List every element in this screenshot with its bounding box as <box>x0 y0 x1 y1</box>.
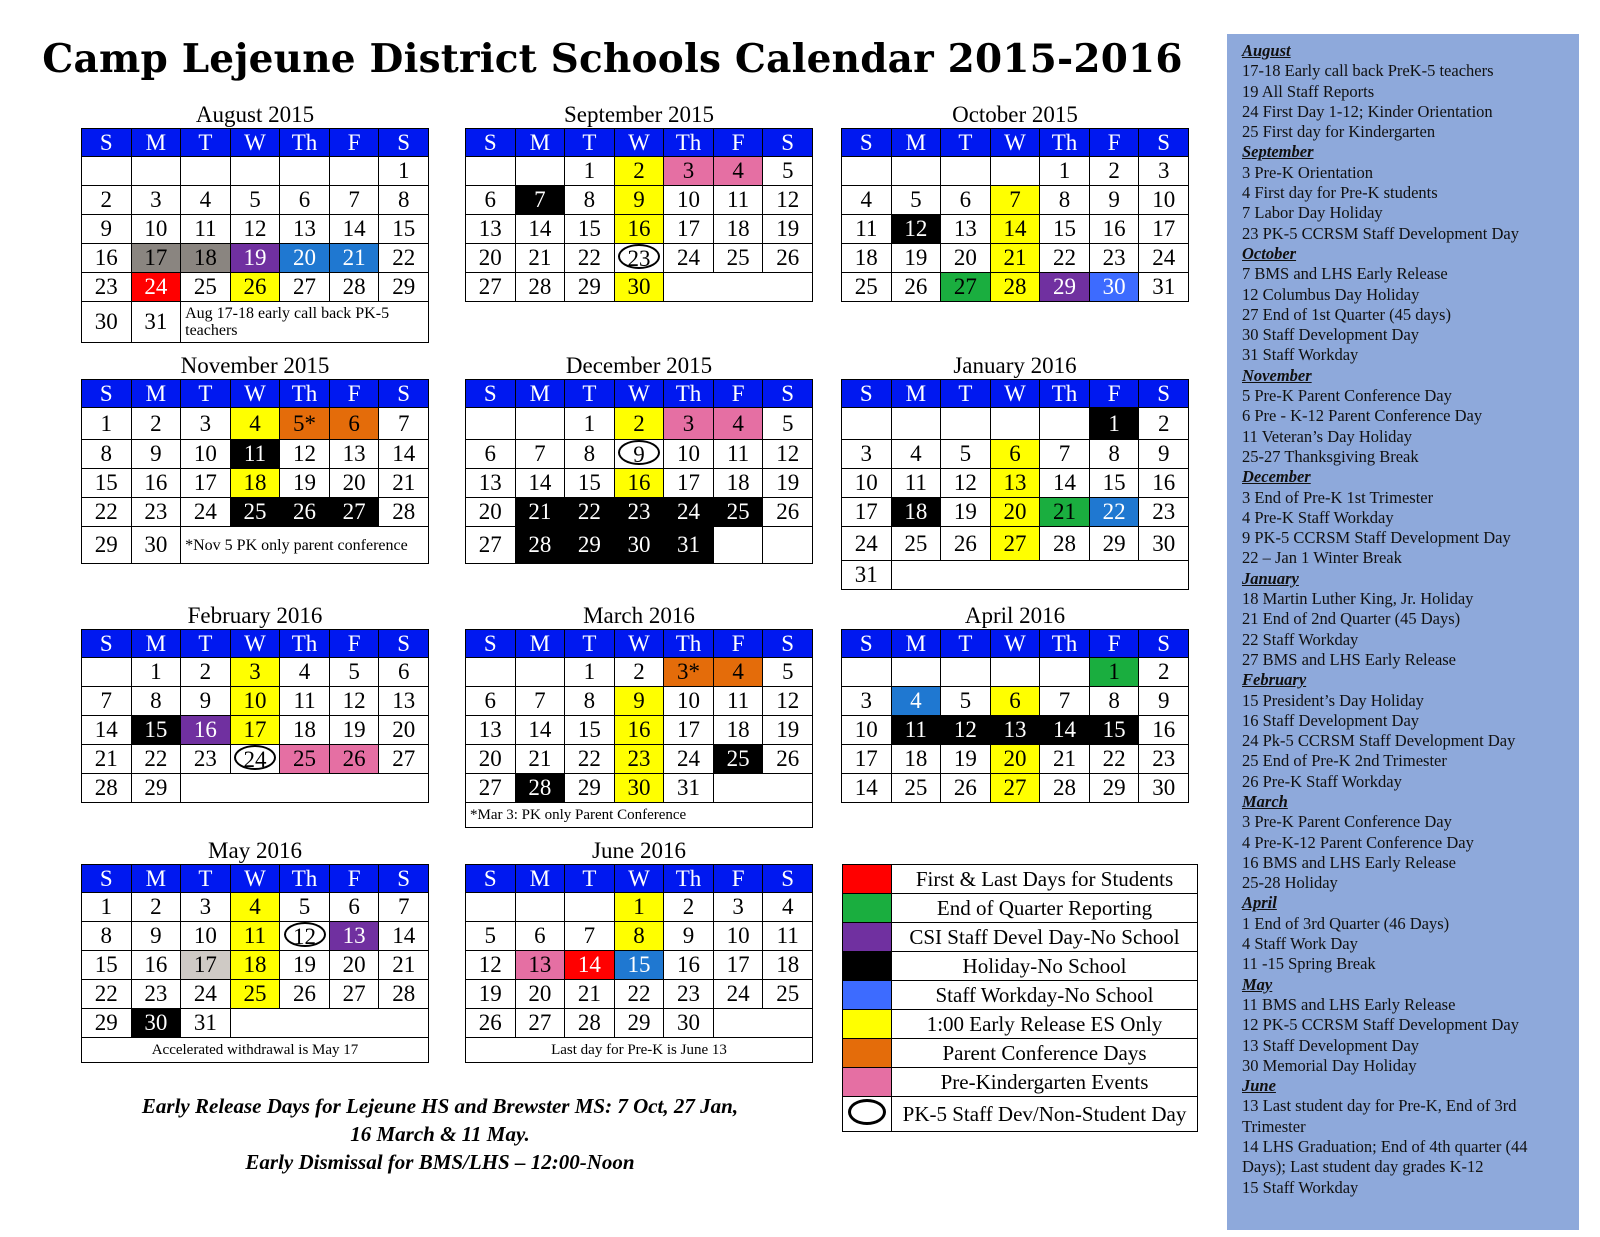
day-cell-first-day: 24 <box>131 273 181 302</box>
month-title: January 2016 <box>953 353 1077 378</box>
legend-row: End of Quarter Reporting <box>843 894 1198 923</box>
calendar-grid: S M T W Th F S 1 2 3 4 5 6 7 8 9 10 11 12 13 14 15 16 17 18 19 20 21 22 23 24 25 26 27 28 29 30 31 <box>841 379 1189 590</box>
swatch-black <box>843 952 892 981</box>
day-cell: 1 <box>379 157 429 186</box>
day-header-row: S M T W Th F S <box>466 630 813 658</box>
legend-row: Holiday-No School <box>843 952 1198 981</box>
sidebar-event: 11 BMS and LHS Early Release <box>1242 994 1456 1014</box>
day-cell-early-callback: 17 <box>131 244 181 273</box>
month-note: Aug 17-18 early call back PK-5 teachers <box>181 302 429 343</box>
day-header-row: S M T W Th F S <box>82 129 429 157</box>
legend-row: Parent Conference Days <box>843 1039 1198 1068</box>
sidebar-event: 21 End of 2nd Quarter (45 Days) <box>1242 609 1461 629</box>
sidebar-event: 25-27 Thanksgiving Break <box>1242 446 1419 466</box>
month-title: May 2016 <box>208 838 302 863</box>
calendar-grid: S M T W Th F S 1 2 3 4 5 6 7 8 9 10 11 12 13 14 15 16 17 18 19 20 21 22 23 24 25 26 27 28 29 30 31 <box>465 379 813 564</box>
sidebar-event: 17-18 Early call back PreK-5 teachers <box>1242 61 1494 81</box>
month-title: March 2016 <box>583 603 695 628</box>
sidebar-event: 4 Pre-K Staff Workday <box>1242 507 1394 527</box>
page-title: Camp Lejeune District Schools Calendar 2015-2016 <box>42 36 1183 82</box>
sidebar-event: 27 End of 1st Quarter (45 days) <box>1242 304 1451 324</box>
legend-row: Pre-Kindergarten Events <box>843 1068 1198 1097</box>
sidebar-event: 5 Pre-K Parent Conference Day <box>1242 386 1452 406</box>
calendar-grid: S M T W Th F S 1 2 3* 4 5 6 7 8 9 10 11 12 13 14 15 16 17 18 19 20 21 22 23 24 25 26 27 28 29 30 31 *Mar 3: PK only Parent Conference <box>465 629 813 828</box>
sidebar-event: 15 Staff Workday <box>1242 1177 1359 1197</box>
legend-row: Staff Workday-No School <box>843 981 1198 1010</box>
sidebar-event: 3 Pre-K Parent Conference Day <box>1242 812 1452 832</box>
day-cell-early-release: 26 <box>230 273 280 302</box>
ring-icon: 9 <box>618 440 660 465</box>
sidebar-event: 31 Staff Workday <box>1242 345 1359 365</box>
sidebar-event: 14 LHS Graduation; End of 4th quarter (44 Days); Last student day grades K-12 <box>1242 1137 1528 1177</box>
sidebar-event: 30 Staff Development Day <box>1242 325 1420 345</box>
month-october-2015 <box>841 102 1189 302</box>
day-header-row: S M T W Th F S <box>466 129 813 157</box>
day-cell-pk5-staff-dev <box>614 244 664 273</box>
swatch-green <box>843 894 892 923</box>
sidebar-event: 19 All Staff Reports <box>1242 81 1375 101</box>
sidebar-event: 22 – Jan 1 Winter Break <box>1242 548 1402 568</box>
calendar-grid: S M T W Th F S 1 2 3 4 5 6 7 8 9 10 11 12 13 14 15 16 17 18 19 20 21 22 23 24 25 26 27 28 29 30 31 <box>841 128 1189 302</box>
month-title: December 2015 <box>565 353 713 378</box>
sidebar-event: 9 PK-5 CCRSM Staff Development Day <box>1242 528 1511 548</box>
month-march-2016 <box>465 603 813 828</box>
sidebar-event: 6 Pre - K-12 Parent Conference Day <box>1242 406 1483 426</box>
month-february-2016 <box>81 603 429 803</box>
ring-icon: 23 <box>618 244 660 269</box>
ring-icon: 12 <box>284 922 326 947</box>
day-cell-staff-devel: 19 <box>230 244 280 273</box>
sidebar-event: 16 Staff Development Day <box>1242 710 1420 730</box>
sidebar-event: 26 Pre-K Staff Workday <box>1242 771 1402 791</box>
month-note: *Mar 3: PK only Parent Conference <box>466 803 813 828</box>
calendar-grid: S M T W Th F S 1 2 3 4 5 6 7 8 9 10 11 12 13 14 15 16 17 18 19 20 21 22 23 24 25 26 27 28 29 30 <box>465 128 813 302</box>
sidebar-event: 7 BMS and LHS Early Release <box>1242 264 1448 284</box>
sidebar-event: 16 BMS and LHS Early Release <box>1242 852 1457 872</box>
month-title: April 2016 <box>964 603 1066 628</box>
day-header-row: S M T W Th F S <box>466 380 813 408</box>
sidebar-event: 3 End of Pre-K 1st Trimester <box>1242 487 1434 507</box>
day-header-row: S M T W Th F S <box>842 129 1189 157</box>
day-header-row: S M T W Th F S <box>842 380 1189 408</box>
sidebar-event: 4 Staff Work Day <box>1242 934 1358 954</box>
sidebar-event: 11 Veteran’s Day Holiday <box>1242 426 1413 446</box>
sidebar-event: 3 Pre-K Orientation <box>1242 162 1374 182</box>
sidebar-month-heading: October <box>1242 243 1297 263</box>
swatch-pink <box>843 1068 892 1097</box>
sidebar-month-heading: March <box>1242 791 1288 811</box>
sidebar-event: 4 First day for Pre-K students <box>1242 183 1438 203</box>
month-title: October 2015 <box>952 102 1078 127</box>
sidebar-event: 1 End of 3rd Quarter (46 Days) <box>1242 913 1450 933</box>
month-december-2015 <box>465 353 813 564</box>
sidebar-event: 24 First Day 1-12; Kinder Orientation <box>1242 101 1493 121</box>
month-note: Last day for Pre-K is June 13 <box>466 1038 813 1063</box>
sidebar-month-heading: November <box>1242 365 1312 385</box>
month-title: August 2015 <box>195 102 315 127</box>
month-may-2016 <box>81 838 429 1063</box>
month-april-2016 <box>841 603 1189 803</box>
month-june-2016 <box>465 838 813 1063</box>
month-title: September 2015 <box>563 102 715 127</box>
month-january-2016 <box>841 353 1189 590</box>
sidebar-month-heading: June <box>1242 1076 1276 1096</box>
sidebar-event: 13 Last student day for Pre-K, End of 3rd Trimester <box>1242 1096 1517 1136</box>
sidebar-event: 12 PK-5 CCRSM Staff Development Day <box>1242 1015 1519 1035</box>
sidebar-event: 13 Staff Development Day <box>1242 1035 1420 1055</box>
day-header-row: S M T W Th F S <box>82 865 429 893</box>
sidebar-month-heading: February <box>1242 670 1307 690</box>
calendar-grid: S M T W Th F S 1 2 3 4 5* 6 7 8 9 10 11 12 13 14 15 16 17 18 19 20 21 22 23 24 25 26 27 28 29 30 *Nov 5 PK only parent conference <box>81 379 429 564</box>
month-september-2015 <box>465 102 813 302</box>
sidebar-event: 25 First day for Kindergarten <box>1242 122 1436 142</box>
day-header-row: S M T W Th F S <box>466 865 813 893</box>
day-cell-staff-workday: 21 <box>329 244 379 273</box>
calendar-grid: S M T W Th F S 1 2 3 4 5 6 7 8 9 10 11 12 13 14 15 16 17 18 19 20 21 22 23 24 25 26 27 28 29 30 31 Aug 17-18 early call back PK-5 teachers <box>81 128 429 343</box>
legend-row: PK-5 Staff Dev/Non-Student Day <box>843 1097 1198 1132</box>
swatch-purple <box>843 923 892 952</box>
sidebar-event: 25 End of Pre-K 2nd Trimester <box>1242 751 1447 771</box>
swatch-blue <box>843 981 892 1010</box>
sidebar-event: 15 President’s Day Holiday <box>1242 690 1424 710</box>
day-header-row: S M T W Th F S <box>842 630 1189 658</box>
swatch-yellow <box>843 1010 892 1039</box>
early-release-note: Early Release Days for Lejeune HS and Brewster MS: 7 Oct, 27 Jan, 16 March & 11 May. Early Dismissal for BMS/LHS – 12:00-Noon <box>141 1094 739 1174</box>
sidebar-event: 23 PK-5 CCRSM Staff Development Day <box>1242 223 1519 243</box>
month-title: November 2015 <box>180 353 330 378</box>
sidebar-event: 24 Pk-5 CCRSM Staff Development Day <box>1242 731 1516 751</box>
month-title: June 2016 <box>592 838 686 863</box>
sidebar-event: 30 Memorial Day Holiday <box>1242 1055 1417 1075</box>
swatch-orange <box>843 1039 892 1068</box>
calendar-grid: S M T W Th F S 1 2 3 4 5 6 7 8 9 10 11 12 13 14 15 16 17 18 19 20 21 22 23 14 25 26 27 28 29 30 <box>841 629 1189 803</box>
sidebar-month-heading: September <box>1242 142 1314 162</box>
month-november-2015 <box>81 353 429 564</box>
legend-row: 1:00 Early Release ES Only <box>843 1010 1198 1039</box>
calendar-grid: S M T W Th F S 1 2 3 4 5 6 7 8 9 10 11 12 13 14 15 16 17 18 19 20 21 22 23 24 25 26 27 28 29 30 Last day for Pre-K is June 13 <box>465 864 813 1063</box>
ring-icon <box>848 1099 886 1125</box>
month-note: *Nov 5 PK only parent conference <box>181 527 429 564</box>
sidebar-event: 12 Columbus Day Holiday <box>1242 284 1420 304</box>
month-title: February 2016 <box>187 603 323 628</box>
sidebar-month-heading: December <box>1242 467 1311 487</box>
day-header-row: S M T W Th F S <box>82 380 429 408</box>
legend-row: CSI Staff Devel Day-No School <box>843 923 1198 952</box>
month-august-2015 <box>81 102 429 343</box>
month-note: Accelerated withdrawal is May 17 <box>82 1038 429 1063</box>
day-header-row: S M T W Th F S <box>82 630 429 658</box>
day-cell-staff-workday: 20 <box>280 244 330 273</box>
legend-row: First & Last Days for Students <box>843 865 1198 894</box>
sidebar-event: 7 Labor Day Holiday <box>1242 203 1383 223</box>
day-cell-early-callback: 18 <box>181 244 231 273</box>
sidebar-event: 22 Staff Workday <box>1242 629 1359 649</box>
sidebar-month-heading: January <box>1242 568 1299 588</box>
events-sidebar <box>1227 34 1579 1230</box>
sidebar-month-heading: April <box>1242 893 1277 913</box>
sidebar-event: 18 Martin Luther King, Jr. Holiday <box>1242 589 1474 609</box>
swatch-red <box>843 865 892 894</box>
sidebar-month-heading: August <box>1242 41 1291 60</box>
calendar-grid: S M T W Th F S 1 2 3 4 5 6 7 8 9 10 11 12 13 14 15 16 17 18 19 20 21 22 23 24 25 26 27 28 29 30 31 Accelerated withdrawal is May 17 <box>81 864 429 1063</box>
sidebar-event: 11 -15 Spring Break <box>1242 954 1376 974</box>
sidebar-event: 27 BMS and LHS Early Release <box>1242 649 1457 669</box>
sidebar-event: 25-28 Holiday <box>1242 873 1338 893</box>
sidebar-event: 4 Pre-K-12 Parent Conference Day <box>1242 832 1474 852</box>
ring-icon: 24 <box>234 745 276 770</box>
color-legend <box>842 864 1198 1132</box>
sidebar-month-heading: May <box>1242 974 1273 994</box>
calendar-grid: S M T W Th F S 1 2 3 4 5 6 7 8 9 10 11 12 13 14 15 16 17 18 19 20 21 22 23 24 25 26 27 28 29 <box>81 629 429 803</box>
